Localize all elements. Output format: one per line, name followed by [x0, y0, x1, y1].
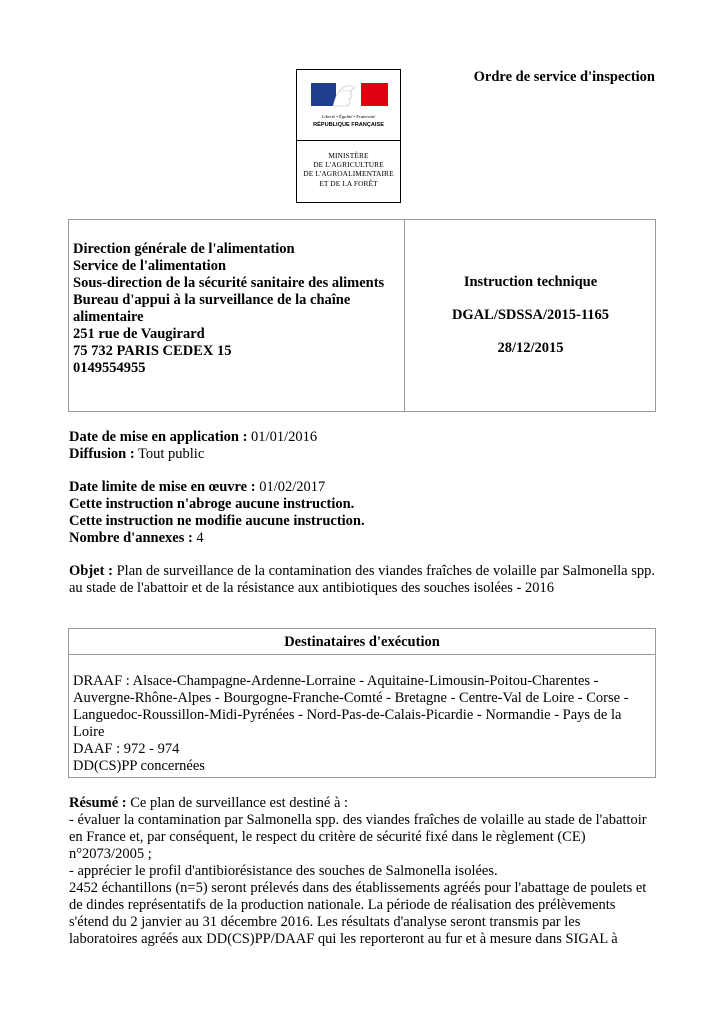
issuer-line: 75 732 PARIS CEDEX 15 [73, 343, 232, 359]
resume-line: - apprécier le profil d'antibiorésistance des souches de Salmonella isolées. [69, 863, 498, 879]
resume-line: de dindes représentatifs de la production nationale. La période de réalisation des prélèvements [69, 897, 616, 913]
ministry-line: ET DE LA FORÊT [319, 178, 378, 188]
destinataire-line: DD(CS)PP concernées [73, 758, 205, 774]
resume-line: s'étend du 2 janvier au 31 décembre 2016. Les résultats d'analyse seront transmis par les [69, 914, 581, 930]
ministry-line: DE L'AGRICULTURE [313, 160, 384, 170]
objet-paragraph [69, 563, 655, 597]
resume-line: n°2073/2005 ; [69, 846, 152, 862]
resume-label: Résumé : [69, 795, 127, 811]
issuer-address [73, 241, 403, 377]
destinataire-line: Auvergne-Rhône-Alpes - Bourgogne-Franche-Comté - Bretagne - Centre-Val de Loire - Corse - [73, 690, 629, 706]
ministry-line: DE L'AGROALIMENTAIRE [303, 169, 394, 179]
destinataire-line: DRAAF : Alsace-Champagne-Ardenne-Lorraine - Aquitaine-Limousin-Poitou-Charentes - [73, 673, 599, 689]
destinataire-line: Loire [73, 724, 105, 740]
issuer-line: Service de l'alimentation [73, 258, 227, 274]
modifie-statement: Cette instruction ne modifie aucune instruction. [69, 513, 365, 529]
ministry-name [297, 151, 400, 188]
issuer-line: Sous-direction de la sécurité sanitaire des aliments [73, 275, 385, 291]
diffusion: Diffusion : Tout public [69, 446, 205, 462]
deadline-info [69, 479, 365, 547]
issuer-line: 0149554955 [73, 360, 146, 376]
destinataires-list [73, 673, 651, 775]
header-table [68, 219, 656, 412]
resume-line: laboratoires agréés aux DD(CS)PP/DAAF qui les reporteront au fur et à mesure dans SIGAL à [69, 931, 618, 947]
resume-line: - évaluer la contamination par Salmonella spp. des viandes fraîches de volaille au stade de l'abattoir [69, 812, 647, 828]
resume-paragraph [69, 795, 655, 948]
deadline-date: Date limite de mise en œuvre : 01/02/2017 [69, 479, 326, 495]
destinataires-title: Destinataires d'exécution [69, 629, 655, 655]
objet-text: Plan de surveillance de la contamination des viandes fraîches de volaille par Salmonella spp. au stade de l'abattoir et de la résistance aux antibiotiques des souches isolées - 2016 [69, 563, 656, 596]
instruction-date: 28/12/2015 [497, 340, 564, 356]
marianne-flag-icon [297, 70, 400, 114]
issuer-line: Direction générale de l'alimentation [73, 241, 295, 257]
logo-divider [297, 140, 400, 141]
issuer-line: 251 rue de Vaugirard [73, 326, 205, 342]
resume-line: 2452 échantillons (n=5) seront prélevés dans des établissements agréés pour l'abattage de poulets et [69, 880, 647, 896]
objet-label: Objet : [69, 563, 113, 579]
ministry-logo [296, 69, 401, 203]
instruction-info [405, 274, 656, 373]
instruction-reference: DGAL/SDSSA/2015-1165 [451, 307, 610, 323]
application-date: Date de mise en application : 01/01/2016 [69, 429, 318, 445]
republic-text: RÉPUBLIQUE FRANÇAISE [313, 122, 384, 128]
destinataire-line: DAAF : 972 - 974 [73, 741, 180, 757]
resume-line: en France et, par conséquent, le respect du critère de sécurité fixé dans le règlement (CE) [69, 829, 586, 845]
destinataires-box [68, 628, 656, 778]
destinataire-line: Languedoc-Roussillon-Midi-Pyrénées - Nord-Pas-de-Calais-Picardie - Normandie - Pays de la [73, 707, 622, 723]
issuer-line: Bureau d'appui à la surveillance de la chaîne [73, 292, 351, 308]
abroge-statement: Cette instruction n'abroge aucune instruction. [69, 496, 355, 512]
motto-text: Liberté • Égalité • Fraternité [321, 114, 376, 119]
document-type: Ordre de service d'inspection [473, 69, 655, 85]
ministry-line: MINISTÈRE [328, 151, 369, 160]
annexes-count: Nombre d'annexes : 4 [69, 530, 204, 546]
application-info [69, 429, 317, 463]
instruction-label: Instruction technique [463, 274, 598, 290]
marianne-emblem [297, 70, 400, 140]
issuer-line: alimentaire [73, 309, 144, 325]
resume-intro: Résumé : Ce plan de surveillance est destiné à : [69, 795, 349, 811]
